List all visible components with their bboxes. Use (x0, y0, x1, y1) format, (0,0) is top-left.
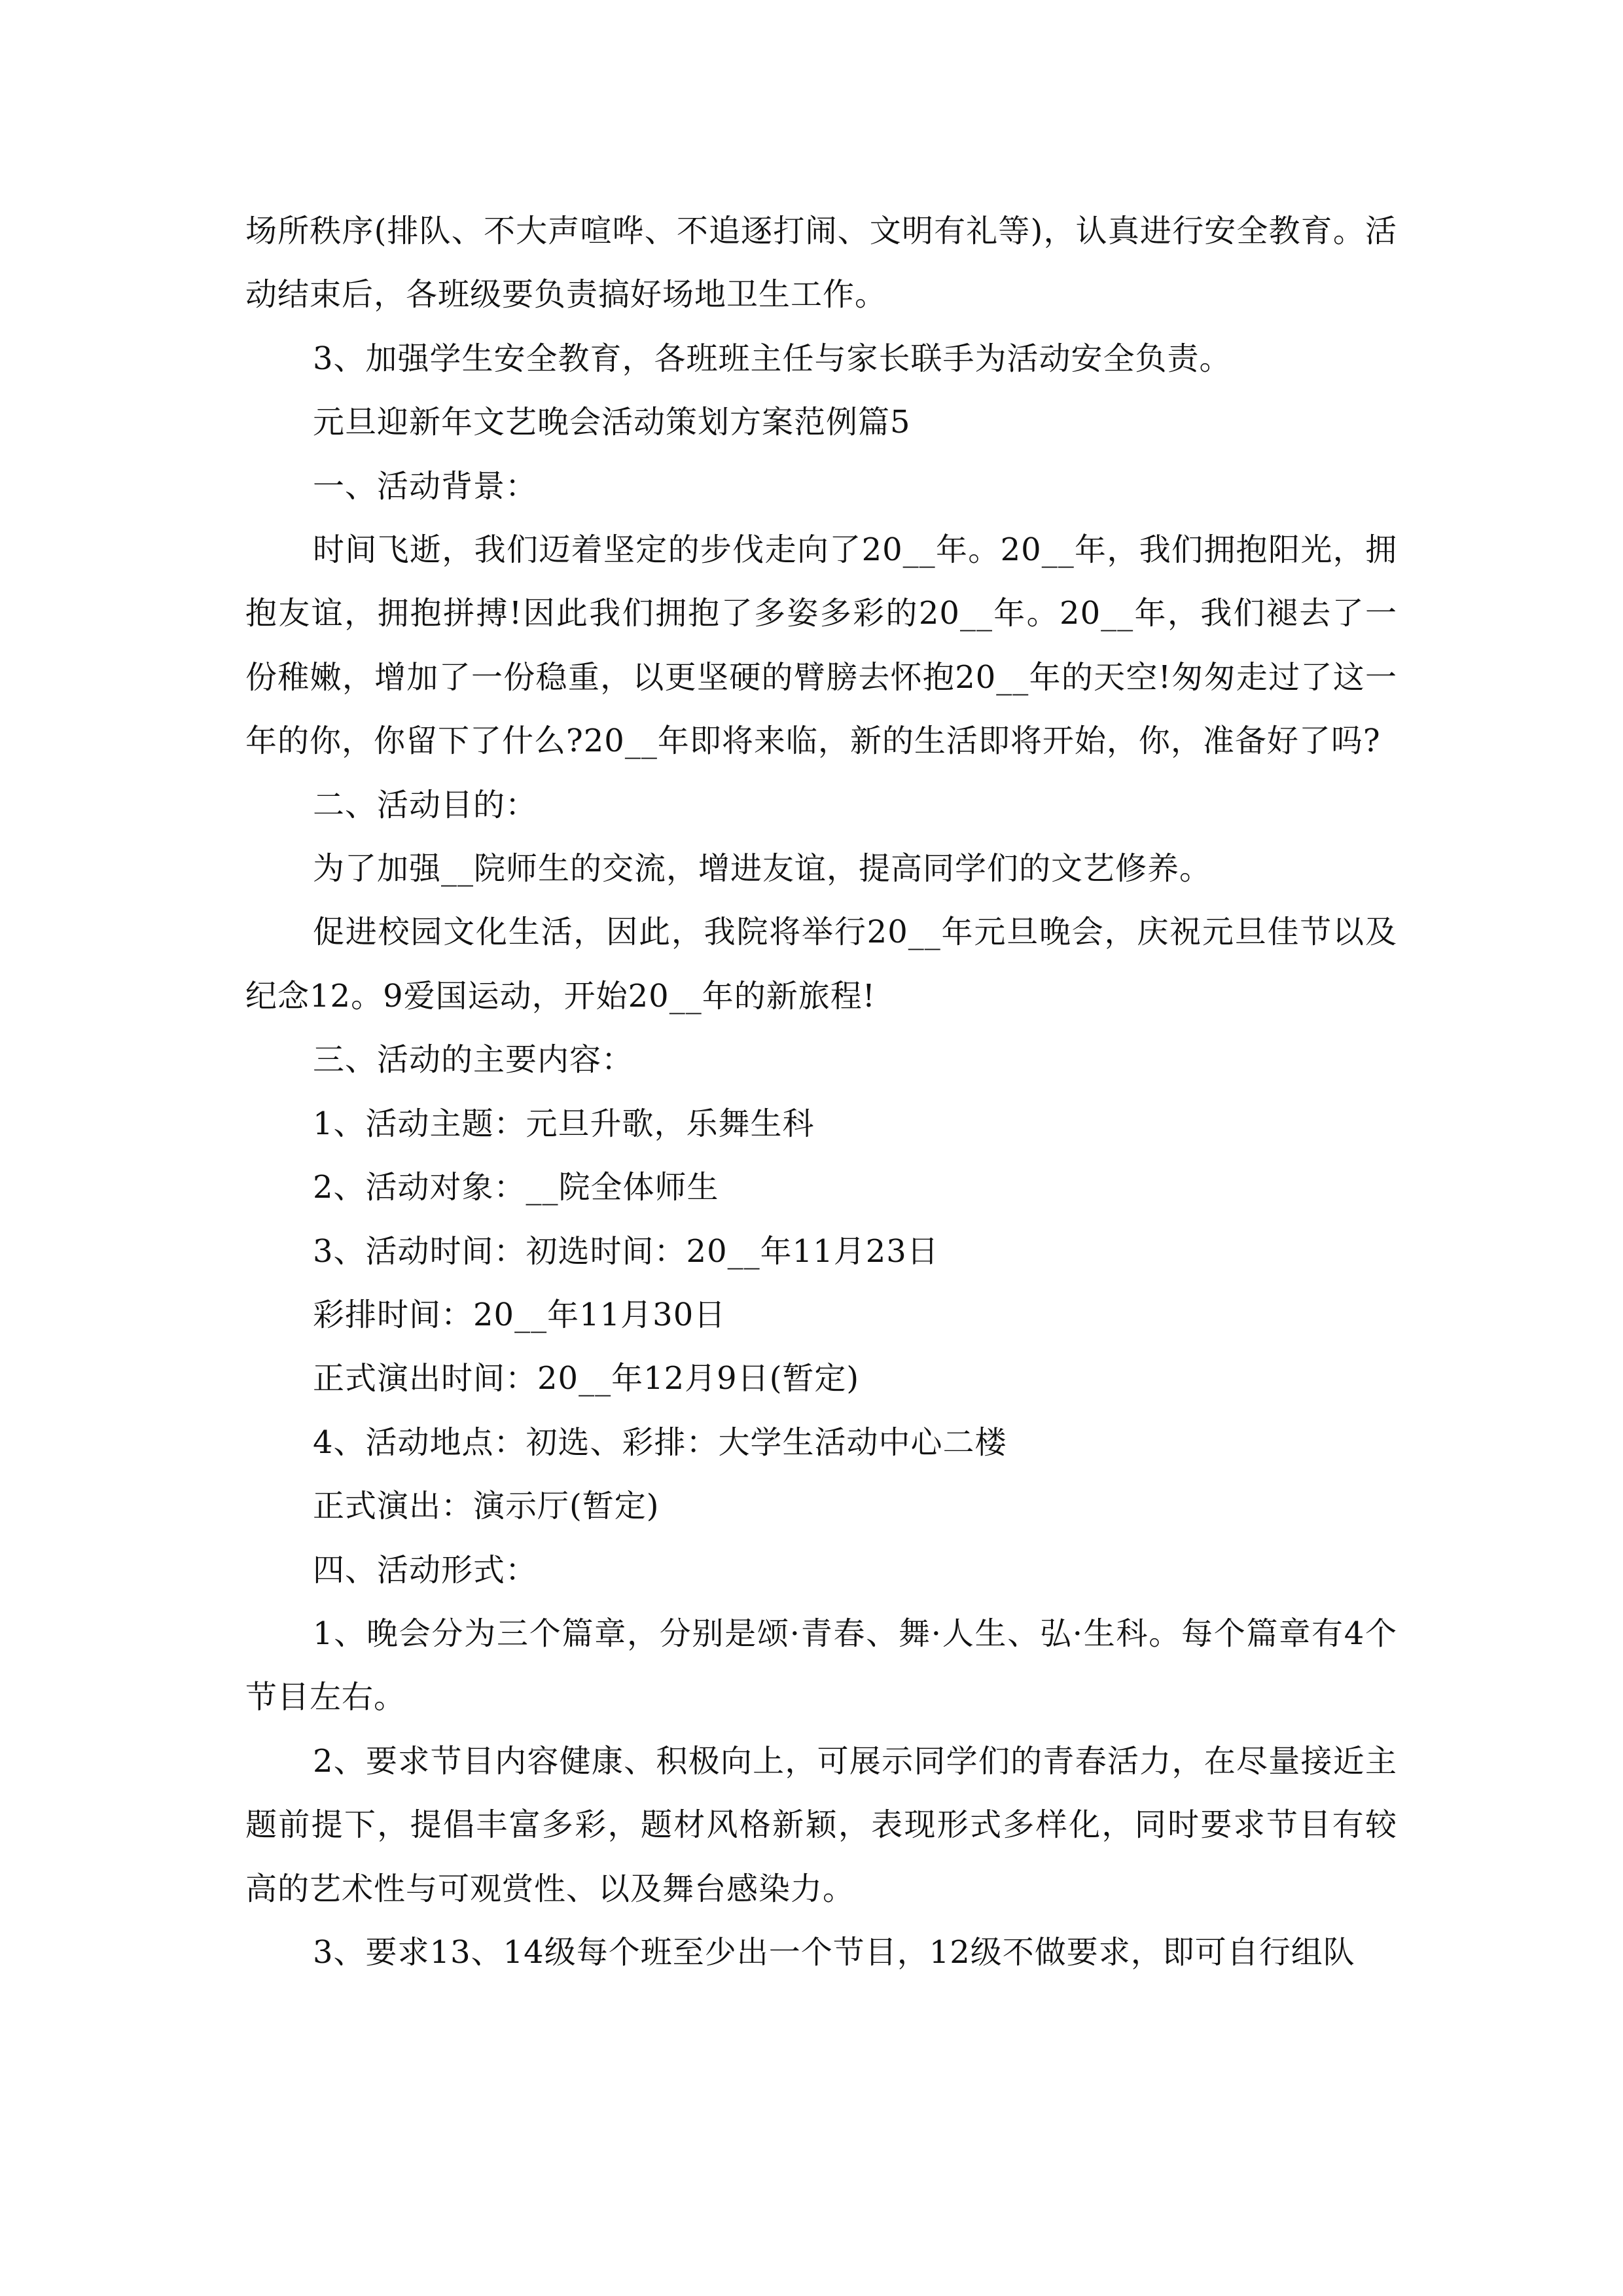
list-item: 2、活动对象：__院全体师生 (313, 1169, 719, 1206)
paragraph: 促进校园文化生活，因此，我院将举行20__年元旦晚会，庆祝元旦佳节以及纪念12。9爱国运动，开始20__年的新旅程! (245, 914, 1397, 1014)
list-item: 1、活动主题：元旦升歌，乐舞生科 (313, 1105, 815, 1142)
list-item: 3、要求13、14级每个班至少出一个节目，12级不做要求，即可自行组队 (313, 1933, 1355, 1971)
list-item: 正式演出：演示厅(暂定) (313, 1488, 660, 1525)
list-item: 1、晚会分为三个篇章，分别是颂·青春、舞·人生、弘·生科。每个篇章有4个节目左右。 (245, 1615, 1397, 1716)
list-item: 3、活动时间：初选时间：20__年11月23日 (313, 1232, 939, 1270)
paragraph: 场所秩序(排队、不大声喧哗、不追逐打闹、文明有礼等)，认真进行安全教育。活动结束后，各班级要负责搞好场地卫生工作。 (245, 213, 1397, 314)
heading: 一、活动背景： (313, 467, 538, 505)
heading: 二、活动目的： (313, 786, 538, 823)
list-item: 彩排时间：20__年11月30日 (313, 1296, 726, 1333)
heading: 三、活动的主要内容： (313, 1041, 634, 1079)
heading: 四、活动形式： (313, 1551, 538, 1588)
paragraph: 3、加强学生安全教育，各班班主任与家长联手为活动安全负责。 (313, 340, 1232, 377)
list-item: 2、要求节目内容健康、积极向上，可展示同学们的青春活力，在尽量接近主题前提下，提倡丰富多彩，题材风格新颖，表现形式多样化，同时要求节目有较高的艺术性与可观赏性、以及舞台感染力。 (245, 1742, 1397, 1907)
section-title: 元旦迎新年文艺晚会活动策划方案范例篇5 (313, 404, 911, 441)
document-body (245, 200, 1397, 1984)
paragraph: 时间飞逝，我们迈着坚定的步伐走向了20__年。20__年，我们拥抱阳光，拥抱友谊，拥抱拼搏!因此我们拥抱了多姿多彩的20__年。20__年，我们褪去了一份稚嫩，增加了一份稳重，以更坚硬的臂膀去怀抱20__年的天空!匆匆走过了这一年的你，你留下了什么?20__年即将来临，新的生活即将开始，你，准备好了吗? (245, 531, 1397, 760)
list-item: 正式演出时间：20__年12月9日(暂定) (313, 1360, 860, 1397)
paragraph: 为了加强__院师生的交流，增进友谊，提高同学们的文艺修养。 (313, 850, 1212, 888)
list-item: 4、活动地点：初选、彩排：大学生活动中心二楼 (313, 1424, 1007, 1461)
